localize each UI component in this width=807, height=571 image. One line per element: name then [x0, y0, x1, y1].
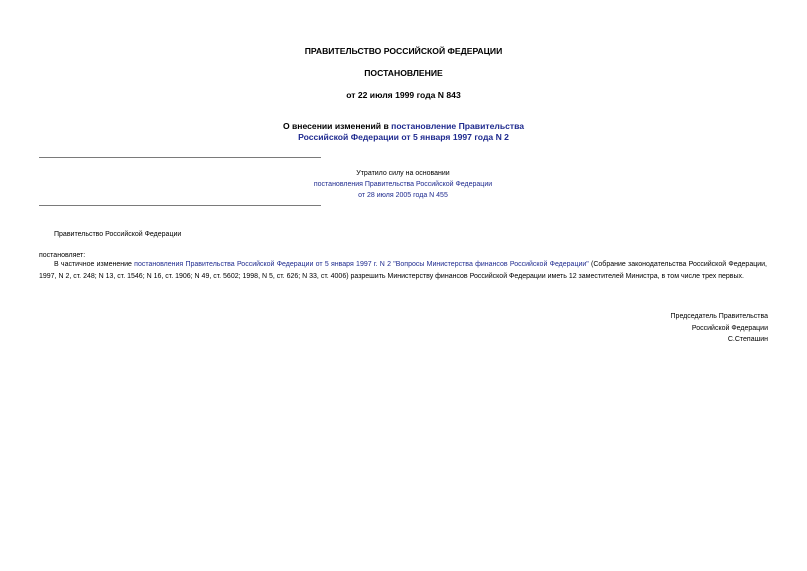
- divider-bottom: [39, 205, 321, 206]
- decrees-text: постановляет:: [39, 252, 86, 259]
- signature-name: С.Степашин: [727, 336, 768, 343]
- document-type-heading: ПОСТАНОВЛЕНИЕ: [364, 68, 443, 78]
- repeal-notice-link-date[interactable]: от 28 июля 2005 года N 455: [358, 192, 448, 199]
- signature-position-line1: Председатель Правительства: [670, 313, 768, 320]
- title-link-amended-decree[interactable]: постановление Правительства: [391, 121, 525, 131]
- signature-position-line2: Российской Федерации: [691, 324, 768, 332]
- repeal-notice-text: Утратило силу на основании: [356, 170, 450, 177]
- divider-top: [39, 157, 321, 158]
- signature-block: [671, 311, 768, 346]
- title-prefix: О внесении изменений в: [282, 121, 392, 131]
- paragraph-prefix: В частичное изменение: [54, 261, 135, 268]
- issuer-text: Правительство Российской Федерации: [54, 231, 182, 238]
- title-link-amended-decree-line2[interactable]: Российской Федерации от 5 января 1997 года N 2: [298, 132, 509, 142]
- document-title: [0, 121, 807, 143]
- document-date-number: от 22 июля 1999 года N 843: [346, 90, 461, 100]
- repeal-notice: [210, 168, 596, 201]
- government-heading: ПРАВИТЕЛЬСТВО РОССИЙСКОЙ ФЕДЕРАЦИИ: [304, 46, 503, 56]
- repeal-notice-link[interactable]: постановления Правительства Российской Федерации: [313, 181, 493, 188]
- main-paragraph: [39, 259, 767, 282]
- paragraph-link-decree[interactable]: постановления Правительства Российской Федерации от 5 января 1997 г. N 2 "Вопросы Министерства финансов Российской Федерации": [134, 261, 589, 268]
- paragraph-suffix: (Собрание законодательства Российской Федерации, 1997, N 2, ст. 248; N 13, ст. 1546; N 16, ст. 1906; N 49, ст. 5602; 1998, N 5, ст. 626; N 33, ст. 4006) разрешить Министерству финансов Российской Федерации иметь 12 заместителей Министра, в том числе трех первых.: [39, 261, 767, 280]
